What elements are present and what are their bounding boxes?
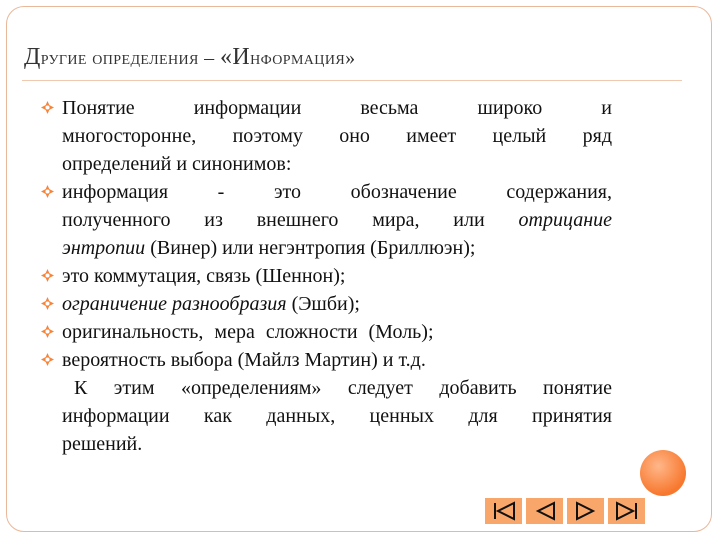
- star-bullet-icon: [41, 325, 54, 338]
- star-bullet-icon: [41, 297, 54, 310]
- bullet-item-4: [62, 290, 612, 318]
- title-part-2: нформация»: [250, 47, 356, 69]
- bullet-2-line-2: полученного из внешнего мира, или: [62, 209, 519, 231]
- star-bullet-icon: [41, 353, 54, 366]
- first-slide-icon: [489, 500, 519, 522]
- bullet-3-text: это коммутация, связь (Шеннон);: [62, 265, 346, 287]
- title-underline: [22, 80, 682, 81]
- first-slide-button[interactable]: [483, 496, 524, 526]
- last-slide-icon: [612, 500, 642, 522]
- title-initial-1: Д: [24, 44, 41, 70]
- title-initial-2: И: [232, 44, 251, 70]
- bullet-2-line-1: информация - это обозначение содержания,: [62, 181, 612, 203]
- title-quote: «: [219, 44, 233, 70]
- slide-title: [24, 44, 604, 76]
- paragraph-line-3: решений.: [62, 433, 143, 455]
- last-slide-button[interactable]: [606, 496, 647, 526]
- decorative-circle: [640, 450, 686, 496]
- bullet-1-line-3: определений и синонимов:: [62, 153, 292, 175]
- slide-body: [62, 94, 612, 458]
- slide-navigation: [483, 496, 647, 526]
- paragraph-line-2: информации как данных, ценных для принятия: [62, 405, 612, 427]
- bullet-1-line-1: Понятие информации весьма широко и: [62, 97, 612, 119]
- previous-slide-button[interactable]: [524, 496, 565, 526]
- closing-paragraph: [62, 374, 612, 458]
- next-slide-button[interactable]: [565, 496, 606, 526]
- star-bullet-icon: [41, 185, 54, 198]
- bullet-item-3: [62, 262, 612, 290]
- next-slide-icon: [571, 500, 601, 522]
- star-bullet-icon: [41, 269, 54, 282]
- bullet-2-italic-b: энтропии: [62, 237, 146, 259]
- bullet-item-2: [62, 178, 612, 262]
- bullet-item-5: [62, 318, 612, 346]
- bullet-1-line-2: многосторонне, поэтому оно имеет целый ряд: [62, 125, 612, 147]
- paragraph-line-1: К этим «определениям» следует добавить понятие: [74, 377, 612, 399]
- bullet-6-text: вероятность выбора (Майлз Мартин) и т.д.: [62, 349, 426, 371]
- bullet-4-italic: ограничение разнообразия: [62, 293, 287, 315]
- bullet-4-rest: (Эшби);: [286, 293, 360, 315]
- title-part-1: ругие определения –: [40, 47, 220, 69]
- bullet-item-1: [62, 94, 612, 178]
- bullet-2-rest: (Винер) или негэнтропия (Бриллюэн);: [145, 237, 476, 259]
- bullet-2-italic-a: отрицание: [518, 209, 612, 231]
- bullet-item-6: [62, 346, 612, 374]
- bullet-5-text: оригинальность, мера сложности (Моль);: [62, 321, 434, 343]
- previous-slide-icon: [530, 500, 560, 522]
- star-bullet-icon: [41, 101, 54, 114]
